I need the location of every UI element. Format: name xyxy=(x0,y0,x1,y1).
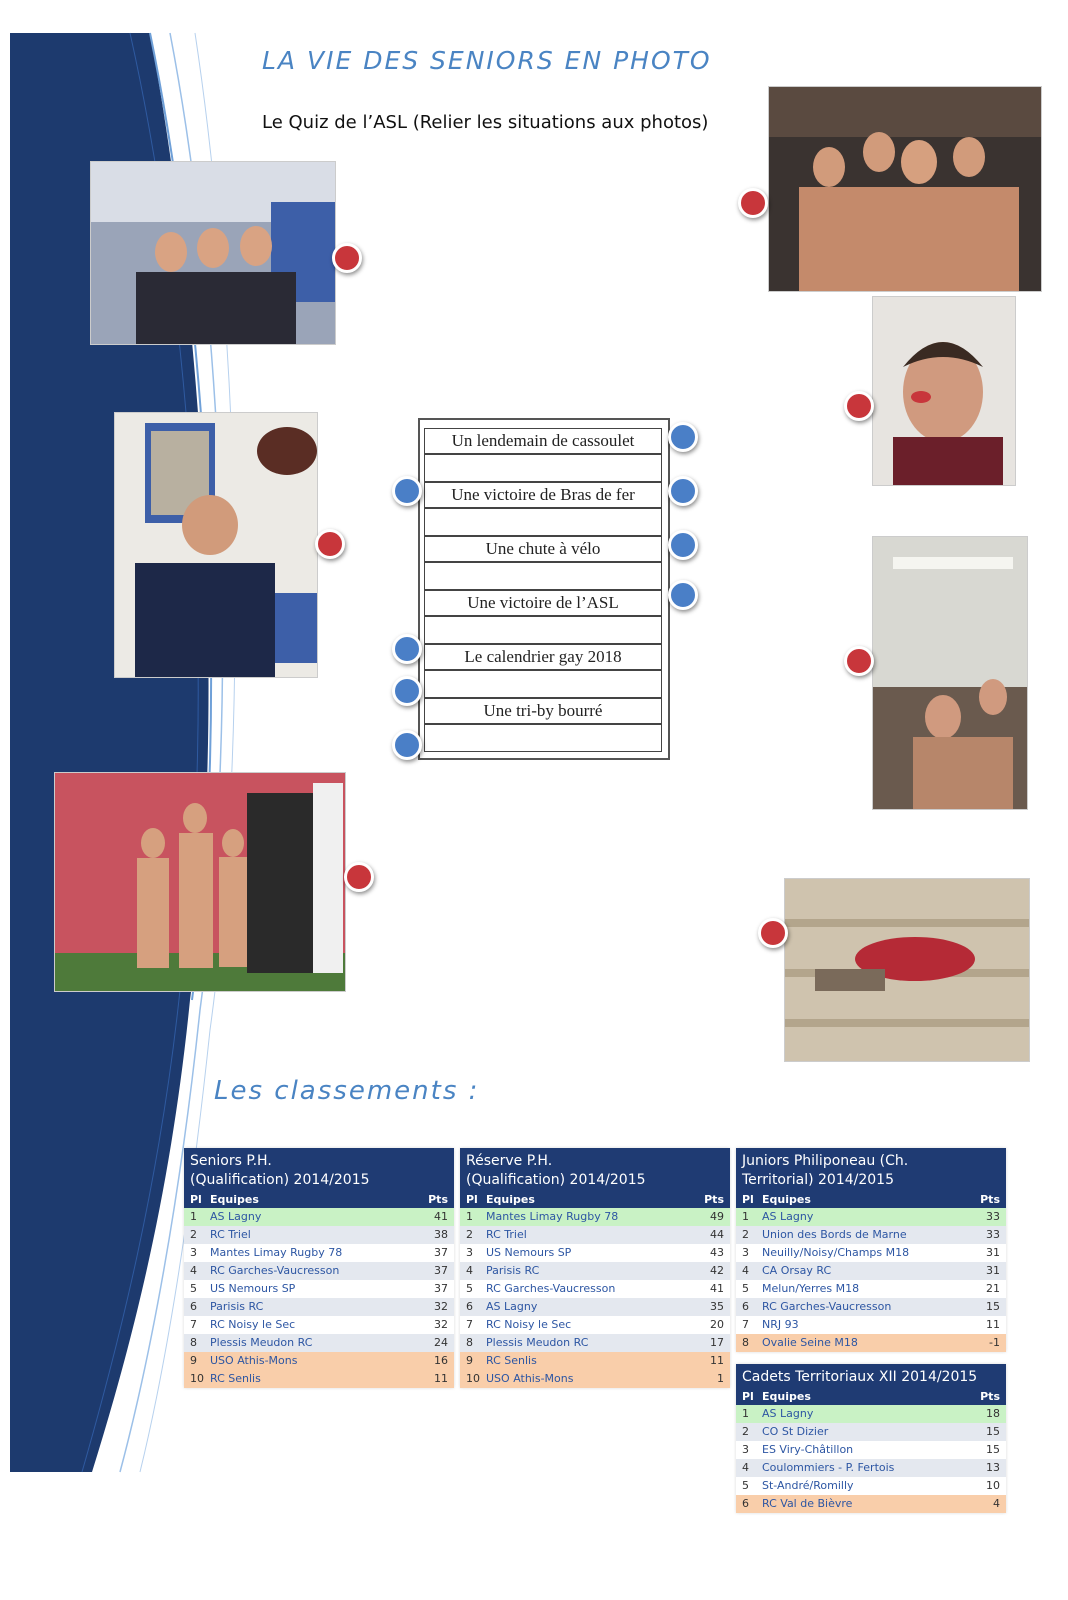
ranking-team: AS Lagny xyxy=(210,1210,262,1223)
ranking-pos: 3 xyxy=(742,1443,749,1456)
ranking-team: RC Noisy le Sec xyxy=(210,1318,296,1331)
photo-connector-dot[interactable] xyxy=(738,188,768,218)
photo-connector-dot[interactable] xyxy=(844,391,874,421)
col-team: Equipes xyxy=(210,1193,259,1206)
ranking-team: RC Noisy le Sec xyxy=(486,1318,572,1331)
ranking-table-reserve xyxy=(460,1148,730,1388)
ranking-title-line: (Qualification) 2014/2015 xyxy=(190,1172,370,1188)
ranking-pts: 18 xyxy=(986,1407,1000,1420)
photo-connector-dot[interactable] xyxy=(844,646,874,676)
ranking-pos: 3 xyxy=(742,1246,749,1259)
ranking-pos: 5 xyxy=(190,1282,197,1295)
ranking-pts: 11 xyxy=(710,1354,724,1367)
ranking-row xyxy=(184,1298,454,1316)
ranking-pts: 15 xyxy=(986,1443,1000,1456)
ranking-team: Parisis RC xyxy=(210,1300,264,1313)
ranking-pos: 4 xyxy=(742,1264,749,1277)
ranking-pts: 31 xyxy=(986,1246,1000,1259)
photo-man-sleeping-chair xyxy=(114,412,318,678)
ranking-row xyxy=(460,1316,730,1334)
ranking-row xyxy=(460,1262,730,1280)
ranking-title-line: Seniors P.H. xyxy=(190,1153,272,1169)
ranking-header xyxy=(184,1148,454,1192)
ranking-pts: 37 xyxy=(434,1264,448,1277)
photo-naked-men-yard xyxy=(54,772,346,992)
ranking-pts: 31 xyxy=(986,1264,1000,1277)
ranking-row xyxy=(736,1244,1006,1262)
ranking-pos: 1 xyxy=(742,1210,749,1223)
ranking-team: US Nemours SP xyxy=(486,1246,572,1259)
quiz-item: Une chute à vélo xyxy=(424,536,662,562)
photo-connector-dot[interactable] xyxy=(344,862,374,892)
ranking-pts: 11 xyxy=(986,1318,1000,1331)
ranking-header xyxy=(460,1148,730,1192)
ranking-title-line: Territorial) 2014/2015 xyxy=(742,1172,894,1188)
ranking-team: RC Val de Bièvre xyxy=(762,1497,853,1510)
ranking-row xyxy=(736,1226,1006,1244)
ranking-pos: 7 xyxy=(466,1318,473,1331)
ranking-team: RC Garches-Vaucresson xyxy=(762,1300,892,1313)
ranking-pts: 24 xyxy=(434,1336,448,1349)
ranking-pos: 3 xyxy=(466,1246,473,1259)
ranking-pts: 4 xyxy=(993,1497,1000,1510)
quiz-item: Un lendemain de cassoulet xyxy=(424,428,662,454)
ranking-team: US Nemours SP xyxy=(210,1282,296,1295)
ranking-team: St-André/Romilly xyxy=(762,1479,854,1492)
ranking-pts: 43 xyxy=(710,1246,724,1259)
ranking-team: Plessis Meudon RC xyxy=(486,1336,589,1349)
page-title: LA VIE DES SENIORS EN PHOTO xyxy=(262,46,712,75)
ranking-team: Neuilly/Noisy/Champs M18 xyxy=(762,1246,910,1259)
ranking-header xyxy=(736,1148,1006,1192)
ranking-pos: 6 xyxy=(742,1300,749,1313)
quiz-subtitle: Le Quiz de l’ASL (Relier les situations aux photos) xyxy=(262,112,709,133)
ranking-title-line: Cadets Territoriaux XII 2014/2015 xyxy=(742,1369,978,1385)
ranking-row xyxy=(460,1208,730,1226)
ranking-row xyxy=(184,1280,454,1298)
ranking-pts: 38 xyxy=(434,1228,448,1241)
ranking-pts: 41 xyxy=(710,1282,724,1295)
ranking-pts: 33 xyxy=(986,1210,1000,1223)
ranking-team: AS Lagny xyxy=(486,1300,538,1313)
col-pl: Pl xyxy=(742,1193,754,1206)
photo-connector-dot[interactable] xyxy=(315,529,345,559)
col-team: Equipes xyxy=(762,1193,811,1206)
ranking-row xyxy=(460,1226,730,1244)
photo-connector-dot[interactable] xyxy=(758,918,788,948)
quiz-connector-dot[interactable] xyxy=(392,676,422,706)
quiz-box xyxy=(418,418,670,760)
ranking-pts: 16 xyxy=(434,1354,448,1367)
quiz-answer-slot xyxy=(424,670,662,698)
ranking-pos: 2 xyxy=(190,1228,197,1241)
ranking-team: Parisis RC xyxy=(486,1264,540,1277)
ranking-pos: 1 xyxy=(190,1210,197,1223)
ranking-pts: 33 xyxy=(986,1228,1000,1241)
ranking-row xyxy=(184,1208,454,1226)
ranking-pos: 4 xyxy=(190,1264,197,1277)
ranking-pts: 20 xyxy=(710,1318,724,1331)
ranking-row xyxy=(736,1280,1006,1298)
ranking-pts: 37 xyxy=(434,1282,448,1295)
ranking-pos: 5 xyxy=(466,1282,473,1295)
ranking-row xyxy=(736,1334,1006,1352)
ranking-pos: 5 xyxy=(742,1479,749,1492)
ranking-team: RC Garches-Vaucresson xyxy=(486,1282,616,1295)
ranking-team: Plessis Meudon RC xyxy=(210,1336,313,1349)
col-pl: Pl xyxy=(466,1193,478,1206)
quiz-connector-dot[interactable] xyxy=(668,530,698,560)
ranking-pos: 8 xyxy=(466,1336,473,1349)
ranking-row xyxy=(184,1334,454,1352)
ranking-row xyxy=(184,1352,454,1370)
ranking-team: Mantes Limay Rugby 78 xyxy=(486,1210,619,1223)
ranking-pts: 15 xyxy=(986,1425,1000,1438)
ranking-pos: 6 xyxy=(190,1300,197,1313)
ranking-pos: 4 xyxy=(742,1461,749,1474)
ranking-pts: 10 xyxy=(986,1479,1000,1492)
col-pl: Pl xyxy=(190,1193,202,1206)
ranking-pos: 4 xyxy=(466,1264,473,1277)
ranking-pts: 32 xyxy=(434,1300,448,1313)
ranking-row xyxy=(460,1280,730,1298)
ranking-team: RC Triel xyxy=(486,1228,527,1241)
quiz-answer-slot xyxy=(424,724,662,752)
ranking-team: CO St Dizier xyxy=(762,1425,829,1438)
ranking-pos: 7 xyxy=(190,1318,197,1331)
ranking-pos: 1 xyxy=(466,1210,473,1223)
ranking-pts: 37 xyxy=(434,1246,448,1259)
ranking-team: RC Senlis xyxy=(486,1354,537,1367)
quiz-answer-slot xyxy=(424,616,662,644)
ranking-row xyxy=(736,1208,1006,1226)
ranking-row xyxy=(460,1352,730,1370)
ranking-pts: 42 xyxy=(710,1264,724,1277)
photo-shower-room xyxy=(872,536,1028,810)
ranking-row xyxy=(736,1405,1006,1423)
quiz-connector-dot[interactable] xyxy=(392,634,422,664)
ranking-title-line: (Qualification) 2014/2015 xyxy=(466,1172,646,1188)
ranking-team: AS Lagny xyxy=(762,1210,814,1223)
ranking-row xyxy=(736,1459,1006,1477)
ranking-title-line: Juniors Philiponeau (Ch. xyxy=(742,1153,909,1169)
ranking-columns xyxy=(460,1192,730,1208)
ranking-team: Melun/Yerres M18 xyxy=(762,1282,860,1295)
ranking-team: ES Viry-Châtillon xyxy=(762,1443,854,1456)
quiz-item: Une victoire de Bras de fer xyxy=(424,482,662,508)
ranking-team: USO Athis-Mons xyxy=(210,1354,298,1367)
quiz-connector-dot[interactable] xyxy=(668,476,698,506)
ranking-row xyxy=(736,1262,1006,1280)
ranking-pos: 10 xyxy=(190,1372,204,1385)
ranking-team: RC Garches-Vaucresson xyxy=(210,1264,340,1277)
quiz-connector-dot[interactable] xyxy=(392,730,422,760)
ranking-team: CA Orsay RC xyxy=(762,1264,832,1277)
ranking-pts: 32 xyxy=(434,1318,448,1331)
ranking-row xyxy=(736,1316,1006,1334)
photo-man-face-paint xyxy=(872,296,1016,486)
photo-shirtless-celebration xyxy=(768,86,1042,292)
col-pts: Pts xyxy=(704,1193,724,1206)
col-team: Equipes xyxy=(762,1390,811,1403)
ranking-columns xyxy=(184,1192,454,1208)
quiz-connector-dot[interactable] xyxy=(392,476,422,506)
ranking-row xyxy=(736,1477,1006,1495)
ranking-row xyxy=(184,1316,454,1334)
quiz-answer-slot xyxy=(424,508,662,536)
ranking-pos: 9 xyxy=(466,1354,473,1367)
ranking-pts: 1 xyxy=(717,1372,724,1385)
ranking-pts: 13 xyxy=(986,1461,1000,1474)
ranking-table-seniors xyxy=(184,1148,454,1388)
ranking-pts: -1 xyxy=(989,1336,1000,1349)
photo-connector-dot[interactable] xyxy=(332,243,362,273)
ranking-columns xyxy=(736,1192,1006,1208)
ranking-pts: 11 xyxy=(434,1372,448,1385)
ranking-pos: 9 xyxy=(190,1354,197,1367)
ranking-team: Union des Bords de Marne xyxy=(762,1228,907,1241)
ranking-columns xyxy=(736,1389,1006,1405)
ranking-team: AS Lagny xyxy=(762,1407,814,1420)
ranking-row xyxy=(736,1423,1006,1441)
ranking-row xyxy=(736,1495,1006,1513)
col-team: Equipes xyxy=(486,1193,535,1206)
col-pts: Pts xyxy=(980,1193,1000,1206)
ranking-pts: 35 xyxy=(710,1300,724,1313)
ranking-row xyxy=(460,1370,730,1388)
ranking-row xyxy=(460,1244,730,1262)
ranking-table-cadets xyxy=(736,1364,1006,1513)
ranking-row xyxy=(460,1298,730,1316)
ranking-team: Ovalie Seine M18 xyxy=(762,1336,858,1349)
ranking-row xyxy=(184,1370,454,1388)
ranking-pos: 2 xyxy=(466,1228,473,1241)
ranking-row xyxy=(736,1298,1006,1316)
ranking-pos: 10 xyxy=(466,1372,480,1385)
ranking-pos: 7 xyxy=(742,1318,749,1331)
ranking-pos: 2 xyxy=(742,1425,749,1438)
ranking-row xyxy=(184,1244,454,1262)
ranking-team: NRJ 93 xyxy=(762,1318,799,1331)
ranking-pos: 1 xyxy=(742,1407,749,1420)
ranking-pos: 6 xyxy=(742,1497,749,1510)
ranking-row xyxy=(460,1334,730,1352)
ranking-pos: 8 xyxy=(742,1336,749,1349)
ranking-pts: 17 xyxy=(710,1336,724,1349)
ranking-pts: 49 xyxy=(710,1210,724,1223)
ranking-team: RC Senlis xyxy=(210,1372,261,1385)
ranking-pts: 21 xyxy=(986,1282,1000,1295)
ranking-row xyxy=(184,1262,454,1280)
ranking-pos: 5 xyxy=(742,1282,749,1295)
ranking-pos: 2 xyxy=(742,1228,749,1241)
ranking-row xyxy=(736,1441,1006,1459)
ranking-team: Coulommiers - P. Fertois xyxy=(762,1461,895,1474)
ranking-title-line: Réserve P.H. xyxy=(466,1153,553,1169)
ranking-header xyxy=(736,1364,1006,1389)
ranking-pts: 44 xyxy=(710,1228,724,1241)
ranking-table-juniors xyxy=(736,1148,1006,1352)
ranking-pos: 3 xyxy=(190,1246,197,1259)
col-pts: Pts xyxy=(980,1390,1000,1403)
quiz-connector-dot[interactable] xyxy=(668,580,698,610)
quiz-item: Une victoire de l’ASL xyxy=(424,590,662,616)
quiz-item: Une tri-by bourré xyxy=(424,698,662,724)
quiz-item: Le calendrier gay 2018 xyxy=(424,644,662,670)
col-pl: Pl xyxy=(742,1390,754,1403)
ranking-pos: 8 xyxy=(190,1336,197,1349)
ranking-team: RC Triel xyxy=(210,1228,251,1241)
ranking-team: Mantes Limay Rugby 78 xyxy=(210,1246,343,1259)
rankings-title: Les classements : xyxy=(214,1076,480,1106)
ranking-pts: 15 xyxy=(986,1300,1000,1313)
ranking-row xyxy=(184,1226,454,1244)
photo-man-lying-stairs xyxy=(784,878,1030,1062)
quiz-connector-dot[interactable] xyxy=(668,422,698,452)
quiz-answer-slot xyxy=(424,562,662,590)
col-pts: Pts xyxy=(428,1193,448,1206)
ranking-pts: 41 xyxy=(434,1210,448,1223)
quiz-answer-slot xyxy=(424,454,662,482)
ranking-team: USO Athis-Mons xyxy=(486,1372,574,1385)
ranking-pos: 6 xyxy=(466,1300,473,1313)
photo-three-men-office xyxy=(90,161,336,345)
